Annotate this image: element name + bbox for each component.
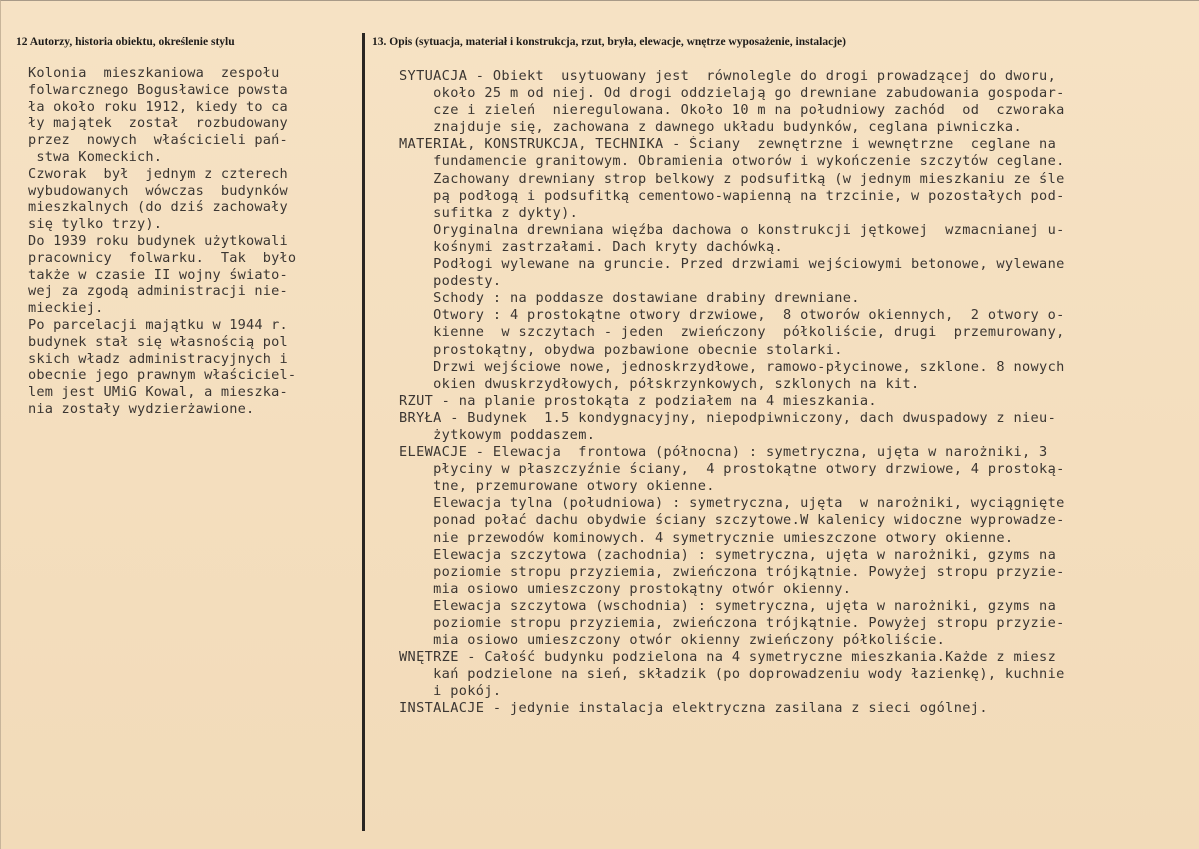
description-text-line: prostokątny, obydwa pozbawione obecnie stolarki. <box>399 341 843 358</box>
description-text-line: SYTUACJA - Obiekt usytuowany jest równolegle do drogi prowadzącej do dworu, <box>399 68 1057 84</box>
history-text-line: ła około roku 1912, kiedy to ca <box>28 98 288 115</box>
section-13-header: 13. Opis (sytuacja, materiał i konstrukcja, rzut, bryła, elewacje, wnętrze wyposażenie, instalacje) <box>372 36 846 48</box>
description-text-line: fundamencie granitowym. Obramienia otworów i wykończenie szczytów ceglane. <box>399 153 1065 170</box>
description-text-line: RZUT - na planie prostokąta z podziałem na 4 mieszkania. <box>399 392 877 409</box>
description-text-line: kań podzielone na sień, składzik (po doprowadzeniu wody łazienkę), kuchnie <box>399 666 1065 683</box>
description-text-line: podesty. <box>399 273 502 290</box>
description-text-line: mia osiowo umieszczony prostokątny otwór okienny. <box>399 580 852 597</box>
history-text-line: Po parcelacji majątku w 1944 r. <box>28 316 288 333</box>
description-text-line: Schody : na poddasze dostawiane drabiny drewniane. <box>399 290 860 307</box>
description-text-line: MATERIAŁ, KONSTRUKCJA, TECHNIKA - Ściany zewnętrzne i wewnętrzne ceglane na <box>399 136 1057 153</box>
history-text-line: Do 1939 roku budynek użytkowali <box>28 232 288 249</box>
description-text-line: Oryginalna drewniana więźba dachowa o konstrukcji jętkowej wzmacnianej u- <box>399 221 1065 238</box>
description-text-line: mia osiowo umieszczony otwór okienny zwieńczony półkoliście. <box>399 632 946 649</box>
description-text-line: nie przewodów kominowych. 4 symetrycznie umieszczone otwory okienne. <box>399 529 1014 546</box>
description-text-line: ponad połać dachu obydwie ściany szczytowe.W kalenicy widoczne wyprowadze- <box>399 512 1065 529</box>
history-text-line: pracownicy folwarku. Tak było <box>28 249 297 266</box>
history-text-line: Czworak był jednym z czterech <box>28 165 288 182</box>
history-text-line: folwarcznego Bogusławice powsta <box>28 81 288 98</box>
description-text-line: kośnymi zastrzałami. Dach kryty dachówką. <box>399 238 784 255</box>
description-text-line: Zachowany drewniany strop belkowy z podsufitką (w jednym mieszkaniu ze śle <box>399 170 1065 187</box>
description-text-line: i pokój. <box>399 683 502 700</box>
description-text-line: Drzwi wejściowe nowe, jednoskrzydłowe, ramowo-płycinowe, szklone. 8 nowych <box>399 358 1065 375</box>
description-text-line: znajduje się, zachowana z dawnego układu budynków, ceglana piwniczka. <box>399 119 1022 136</box>
description-text-line: BRYŁA - Budynek 1.5 kondygnacyjny, niepodpiwniczony, dach dwuspadowy z nieu- <box>399 409 1057 426</box>
description-text-line: cze i zieleń nieregulowana. Około 10 m na południowy zachód od czworaka <box>399 102 1065 119</box>
history-text-line: także w czasie II wojny świato- <box>28 266 288 283</box>
column-divider <box>362 33 365 831</box>
description-text-line: Elewacja szczytowa (zachodnia) : symetryczna, ujęta w narożniki, gzyms na <box>399 546 1057 563</box>
description-text-line: okien dwuskrzydłowych, półskrzynkowych, szklonych na kit. <box>399 375 920 392</box>
history-text-line: obecnie jego prawnym właściciel- <box>28 367 297 384</box>
description-text-line: kienne w szczytach - jeden zwieńczony półkoliście, drugi przemurowany, <box>399 324 1065 341</box>
history-text-column <box>28 65 353 418</box>
description-text-line: pą podłogą i podsufitką cementowo-wapienną na trzcinie, w pozostałych pod- <box>399 187 1065 204</box>
history-text-line: ły majątek został rozbudowany <box>28 115 288 132</box>
description-text-line: żytkowym poddaszem. <box>399 426 596 443</box>
description-text-column <box>399 68 1189 718</box>
history-text-line: stwa Komeckich. <box>28 148 163 165</box>
description-text-line: poziomie stropu przyziemia, zwieńczona trójkątnie. Powyżej stropu przyzie- <box>399 615 1065 631</box>
description-text-line: ELEWACJE - Elewacja frontowa (północna) : symetryczna, ujęta w narożniki, 3 <box>399 444 1048 461</box>
description-text-line: około 25 m od niej. Od drogi oddzielają go drewniane zabudowania gospodar- <box>399 85 1065 102</box>
description-text-line: Otwory : 4 prostokątne otwory drzwiowe, 8 otworów okiennych, 2 otwory o- <box>399 307 1065 324</box>
description-text-line: sufitka z dykty). <box>399 204 579 221</box>
description-text-line: INSTALACJE - jedynie instalacja elektryczna zasilana z sieci ogólnej. <box>399 700 988 717</box>
description-text-line: tne, przemurowane otwory okienne. <box>399 478 715 495</box>
description-text-line: Elewacja tylna (południowa) : symetryczna, ujęta w narożniki, wyciągnięte <box>399 495 1065 512</box>
description-text-line: Elewacja szczytowa (wschodnia) : symetryczna, ujęta w narożniki, gzyms na <box>399 597 1057 614</box>
history-text-line: wybudowanych wówczas budynków <box>28 182 288 199</box>
description-text-line: WNĘTRZE - Całość budynku podzielona na 4 symetryczne mieszkania.Każde z miesz <box>399 649 1057 666</box>
history-text-line: przez nowych właścicieli pań- <box>28 132 288 149</box>
history-text-line: nia zostały wydzierżawione. <box>28 400 255 417</box>
description-text-line: poziomie stropu przyziemia, zwieńczona trójkątnie. Powyżej stropu przyzie- <box>399 563 1065 580</box>
history-text-line: mieszkalnych (do dziś zachowały <box>28 199 288 216</box>
history-text-line: wej za zgodą administracji nie- <box>28 283 288 300</box>
history-text-line: skich władz administracyjnych i <box>28 350 288 367</box>
description-text-line: Podłogi wylewane na gruncie. Przed drzwiami wejściowymi betonowe, wylewane <box>399 256 1065 273</box>
history-text-line: mieckiej. <box>28 300 104 317</box>
history-text-line: Kolonia mieszkaniowa zespołu <box>28 65 280 81</box>
description-text-line: płyciny w płaszczyźnie ściany, 4 prostokątne otwory drzwiowe, 4 prostoką- <box>399 461 1065 478</box>
history-text-line: się tylko trzy). <box>28 216 163 233</box>
section-12-header: 12 Autorzy, historia obiektu, określenie stylu <box>16 36 235 48</box>
history-text-line: lem jest UMiG Kowal, a mieszka- <box>28 384 288 401</box>
history-text-line: budynek stał się własnością pol <box>28 333 288 350</box>
